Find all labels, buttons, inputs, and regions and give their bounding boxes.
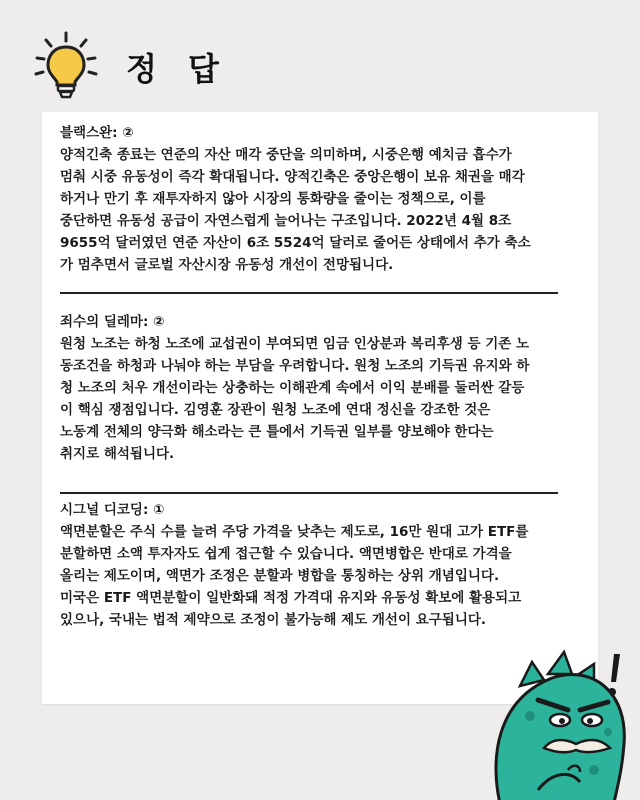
body-line: 노동계 전체의 양극화 해소라는 큰 틀에서 기득권 일부를 양보해야 한다는 <box>60 424 494 440</box>
section-body <box>60 333 580 465</box>
body-line: 가 멈추면서 글로벌 자산시장 유동성 개선이 전망됩니다. <box>60 257 394 273</box>
green-monster-mascot-icon <box>468 640 640 800</box>
section-prisoners-dilemma <box>60 311 580 465</box>
header <box>26 30 326 100</box>
body-line: 이 핵심 쟁점입니다. 김영훈 장관이 원청 노조에 연대 정신을 강조한 것은 <box>60 402 491 418</box>
body-line: 액면분할은 주식 수를 늘려 주당 가격을 낮추는 제도로, 16만 원대 고가 ETF를 <box>60 524 529 540</box>
section-body <box>60 521 580 631</box>
body-line: 중단하면 유동성 공급이 자연스럽게 늘어나는 구조입니다. 2022년 4월 8조 <box>60 213 512 229</box>
page-title: 정 답 <box>126 50 229 88</box>
section-title: 블랙스완: ② <box>60 125 134 141</box>
body-line: 분할하면 소액 투자자도 쉽게 접근할 수 있습니다. 액면병합은 반대로 가격을 <box>60 546 512 562</box>
body-line: 하거나 만기 후 재투자하지 않아 시장의 통화량을 줄이는 정책으로, 이를 <box>60 191 486 207</box>
section-divider <box>60 492 558 494</box>
body-line: 원청 노조는 하청 노조에 교섭권이 부여되면 임금 인상분과 복리후생 등 기존 노 <box>60 336 530 352</box>
body-line: 양적긴축 종료는 연준의 자산 매각 중단을 의미하며, 시중은행 예치금 흡수가 <box>60 147 512 163</box>
section-signal-decoding <box>60 499 580 631</box>
section-body <box>60 144 580 276</box>
body-line: 올리는 제도이며, 액면가 조정은 분할과 병합을 통칭하는 상위 개념입니다. <box>60 568 500 584</box>
lightbulb-icon <box>26 30 106 100</box>
body-line: 9655억 달러였던 연준 자산이 6조 5524억 달러로 줄어든 상태에서 추가 축소 <box>60 235 531 251</box>
answer-card <box>42 112 598 704</box>
section-divider <box>60 292 558 294</box>
body-line: 동조건을 하청과 나눠야 하는 부담을 우려합니다. 원청 노조의 기득권 유지와 하 <box>60 358 530 374</box>
body-line: 취지로 해석됩니다. <box>60 446 175 462</box>
section-title: 시그널 디코딩: ① <box>60 502 165 518</box>
body-line: 미국은 ETF 액면분할이 일반화돼 적정 가격대 유지와 유동성 확보에 활용되고 <box>60 590 522 606</box>
body-line: 멈춰 시중 유동성이 즉각 확대됩니다. 양적긴축은 중앙은행이 보유 채권을 매각 <box>60 169 525 185</box>
body-line: 있으나, 국내는 법적 제약으로 조정이 불가능해 제도 개선이 요구됩니다. <box>60 612 487 628</box>
body-line: 청 노조의 처우 개선이라는 상충하는 이해관계 속에서 이익 분배를 둘러싼 갈등 <box>60 380 525 396</box>
section-black-swan <box>60 122 580 276</box>
section-title: 죄수의 딜레마: ② <box>60 314 165 330</box>
